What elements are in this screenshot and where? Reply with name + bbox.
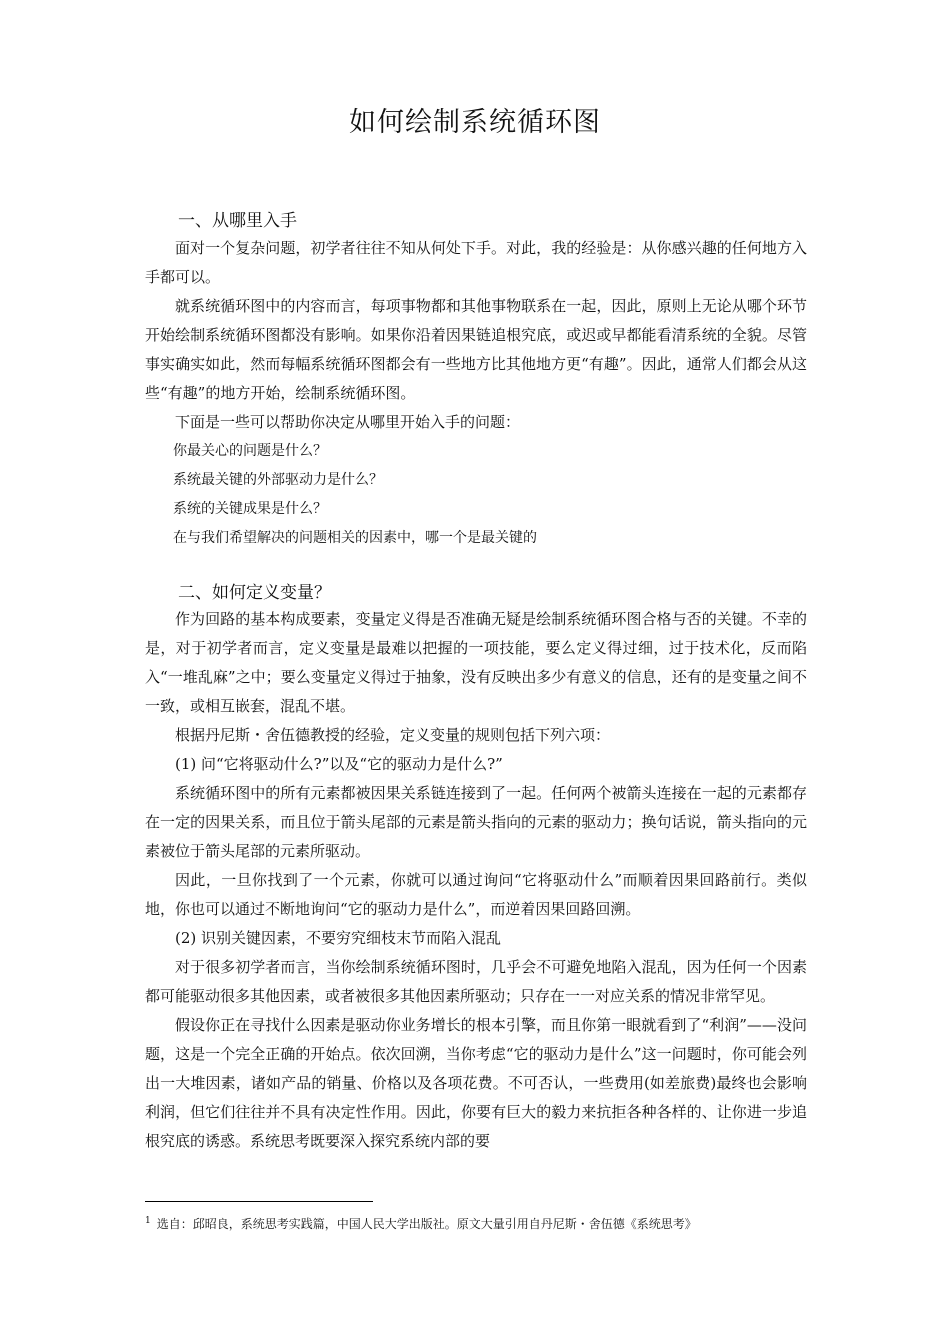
page-title: 如何绘制系统循环图 [349,107,601,138]
paragraph: 假设你正在寻找什么因素是驱动你业务增长的根本引擎，而且你第一眼就看到了“利润”——没问题，这是一个完全正确的开始点。依次回溯，当你考虑“它的驱动力是什么”这一问题时，你可能会列出一大堆因素，诸如产品的销量、价格以及各项花费。不可否认，一些费用(如差旅费)最终也会影响利润，但它们往往并不具有决定性作用。因此，你要有巨大的毅力来抗拒各种各样的、让你进一步追根究底的诱惑。系统思考既要深入探究系统内部的要 [145,1016,807,1150]
paragraph: 对于很多初学者而言，当你绘制系统循环图时，几乎会不可避免地陷入混乱，因为任何一个因素都可能驱动很多其他因素，或者被很多其他因素所驱动；只存在一一对应关系的情况非常罕见。 [145,958,807,1005]
paragraph: 作为回路的基本构成要素，变量定义得是否准确无疑是绘制系统循环图合格与否的关键。不幸的是，对于初学者而言，定义变量是最难以把握的一项技能，要么定义得过细，过于技术化，反而陷入“一堆乱麻”之中；要么变量定义得过于抽象，没有反映出多少有意义的信息，还有的是变量之间不一致，或相互嵌套，混乱不堪。 [145,610,807,715]
paragraph: 面对一个复杂问题，初学者往往不知从何处下手。对此，我的经验是：从你感兴趣的任何地方入手都可以。 [145,239,807,286]
section-heading-1: 一、从哪里入手 [178,211,297,231]
section2-body [145,605,807,1156]
section-heading-2: 二、如何定义变量？ [178,583,331,603]
rule-heading: (1) 问“它将驱动什么?”以及“它的驱动力是什么?” [175,755,503,773]
question-item: 你最关心的问题是什么？ [173,443,327,459]
paragraph: 根据丹尼斯・舍伍德教授的经验，定义变量的规则包括下列六项： [175,726,611,744]
footnote-text: 选自：邱昭良，系统思考实践篇，中国人民大学出版社。原文大量引用自丹尼斯・舍伍德《系统思考》 [156,1217,697,1231]
section1-body [145,234,807,553]
paragraph: 系统循环图中的所有元素都被因果关系链连接到了一起。任何两个被箭头连接在一起的元素都存在一定的因果关系，而且位于箭头尾部的元素是箭头指向的元素的驱动力；换句话说，箭头指向的元素被位于箭头尾部的元素所驱动。 [145,784,807,860]
rule-heading: (2) 识别关键因素，不要穷究细枝末节而陷入混乱 [175,929,502,947]
paragraph: 下面是一些可以帮助你决定从哪里开始入手的问题： [175,413,521,431]
footnote-mark: 1 [145,1216,151,1226]
footnote-divider [145,1201,373,1202]
paragraph: 就系统循环图中的内容而言，每项事物都和其他事物联系在一起，因此，原则上无论从哪个环节开始绘制系统循环图都没有影响。如果你沿着因果链追根究底，或迟或早都能看清系统的全貌。尽管事实确实如此，然而每幅系统循环图都会有一些地方比其他地方更“有趣”。因此，通常人们都会从这些“有趣”的地方开始，绘制系统循环图。 [145,297,807,402]
question-item: 在与我们希望解决的问题相关的因素中，哪一个是最关键的 [173,530,537,546]
footnote [145,1211,825,1234]
question-item: 系统的关键成果是什么？ [173,501,327,517]
paragraph: 因此，一旦你找到了一个元素，你就可以通过询问“它将驱动什么”而顺着因果回路前行。类似地，你也可以通过不断地询问“它的驱动力是什么”，而逆着因果回路回溯。 [145,871,807,918]
question-item: 系统最关键的外部驱动力是什么？ [173,472,383,488]
